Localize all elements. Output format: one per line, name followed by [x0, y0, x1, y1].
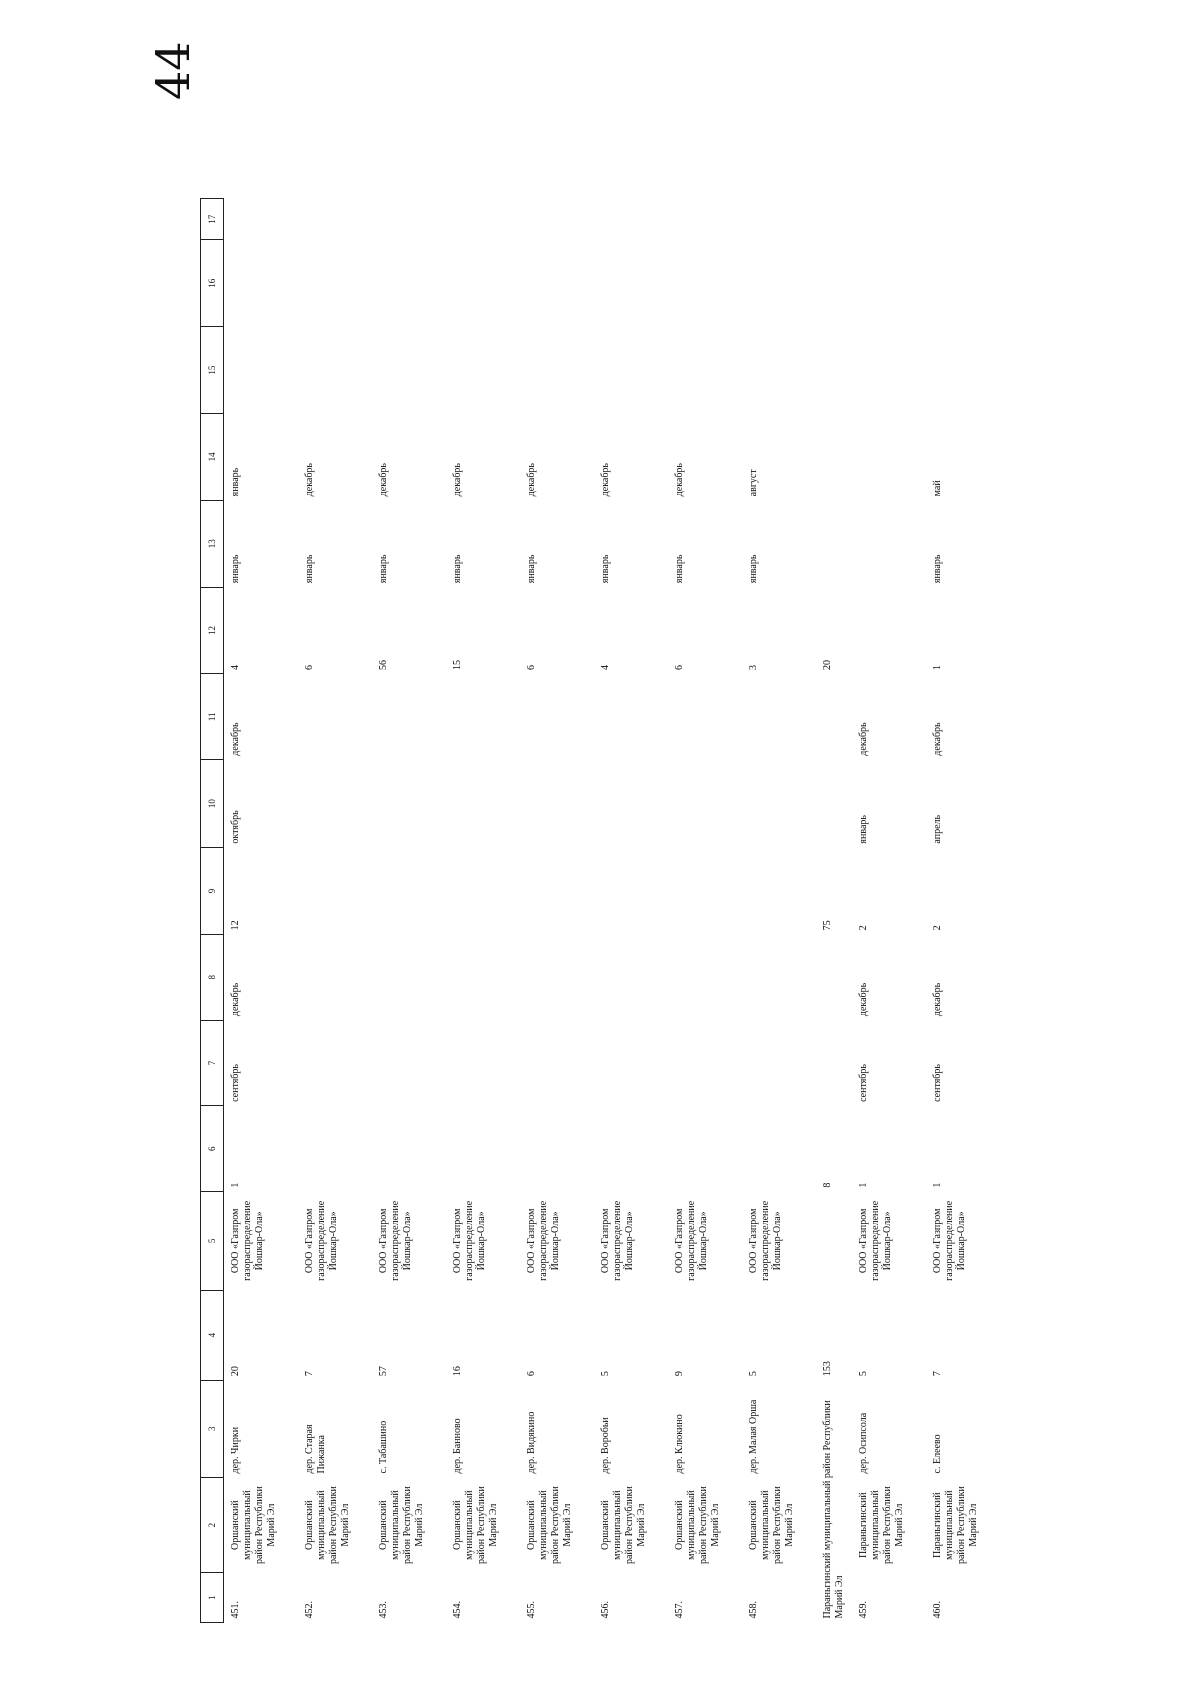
cell-c17	[668, 199, 742, 240]
cell-c13: январь	[600, 554, 611, 584]
cell-c9: 2	[858, 925, 869, 931]
cell-district: Оршанский муниципальный район Республики Марий Эл	[452, 1486, 499, 1565]
column-number: 1	[201, 1573, 224, 1623]
cell-c10: апрель	[932, 814, 943, 844]
cell-district: Оршанский муниципальный район Республики Марий Эл	[230, 1486, 277, 1565]
cell-c8: декабрь	[932, 982, 943, 1017]
cell-c4: 16	[452, 1366, 463, 1377]
cell-c13: январь	[526, 554, 537, 584]
cell-c13: январь	[748, 554, 759, 584]
column-number: 15	[201, 327, 224, 414]
cell-c10	[742, 760, 816, 848]
cell-c7	[742, 1020, 816, 1106]
cell-c11	[298, 674, 372, 760]
cell-c6	[446, 1106, 520, 1192]
table-row	[224, 199, 299, 1623]
cell-c15	[816, 327, 852, 414]
cell-c17	[926, 199, 1010, 240]
cell-c4: 57	[378, 1366, 389, 1377]
gasification-table-rotated	[200, 198, 988, 1623]
cell-district: Параньгинский муниципальный район Республики Марий Эл	[932, 1486, 979, 1565]
cell-c8	[594, 934, 668, 1020]
cell-c11	[816, 674, 852, 760]
cell-c4: 7	[304, 1371, 315, 1377]
cell-c14: декабрь	[526, 463, 537, 497]
cell-org: ООО «Газпром газораспределение Йошкар-Ола»	[932, 1200, 967, 1281]
page-number: 44	[146, 41, 200, 100]
cell-c7	[594, 1020, 668, 1106]
cell-c12: 56	[378, 659, 389, 670]
column-number: 5	[201, 1192, 224, 1290]
cell-c16	[816, 240, 852, 327]
cell-c15	[446, 327, 520, 414]
column-number: 9	[201, 848, 224, 935]
cell-settlement: дер. Старая Пижанка	[304, 1424, 327, 1474]
cell-c16	[446, 240, 520, 327]
cell-c10	[668, 760, 742, 848]
cell-c12: 4	[230, 664, 241, 670]
cell-c12: 3	[748, 664, 759, 670]
cell-settlement: дер. Чирки	[230, 1426, 241, 1474]
cell-c16	[852, 240, 926, 327]
cell-c13: январь	[932, 554, 943, 584]
cell-org	[816, 1192, 852, 1290]
cell-settlement: дер. Малая Орша	[748, 1399, 759, 1474]
cell-c14: август	[748, 469, 759, 497]
cell-c7: сентябрь	[932, 1064, 943, 1102]
cell-num: 459.	[858, 1601, 869, 1619]
cell-c7	[372, 1020, 446, 1106]
column-number: 17	[201, 199, 224, 240]
cell-c11: декабрь	[230, 722, 241, 756]
cell-c9	[668, 848, 742, 935]
cell-c9	[372, 848, 446, 935]
cell-c7	[446, 1020, 520, 1106]
cell-c14	[816, 414, 852, 501]
cell-c8: декабрь	[858, 982, 869, 1017]
cell-c14: январь	[230, 467, 241, 497]
cell-c16	[668, 240, 742, 327]
cell-c11	[446, 674, 520, 760]
column-number: 16	[201, 240, 224, 327]
cell-c11: декабрь	[932, 722, 943, 756]
table-row	[446, 199, 520, 1623]
subtotal-label: Параньгинский муниципальный район Республики Марий Эл	[822, 1400, 845, 1619]
cell-num: 453.	[378, 1601, 389, 1619]
cell-org: ООО «Газпром газораспределение Йошкар-Ола»	[600, 1200, 635, 1281]
cell-num: 457.	[674, 1601, 685, 1619]
cell-c4: 5	[858, 1371, 869, 1377]
cell-c6: 1	[230, 1182, 241, 1188]
cell-c14: декабрь	[674, 463, 685, 497]
cell-c6	[742, 1106, 816, 1192]
cell-num: 455.	[526, 1601, 537, 1619]
cell-org: ООО «Газпром газораспределение Йошкар-Ола»	[748, 1200, 783, 1281]
cell-c11	[742, 674, 816, 760]
cell-c4: 153	[822, 1361, 833, 1377]
cell-district: Оршанский муниципальный район Республики Марий Эл	[674, 1486, 721, 1565]
cell-org: ООО «Газпром газораспределение Йошкар-Ола»	[526, 1200, 561, 1281]
cell-c10: январь	[858, 815, 869, 844]
cell-settlement: дер. Банново	[452, 1418, 463, 1474]
cell-c8	[742, 934, 816, 1020]
cell-c9	[298, 848, 372, 935]
cell-org: ООО «Газпром газораспределение Йошкар-Ола»	[452, 1200, 487, 1281]
column-number: 12	[201, 587, 224, 674]
cell-settlement: с. Табашино	[378, 1420, 389, 1474]
cell-c13: январь	[230, 554, 241, 584]
cell-c9	[446, 848, 520, 935]
cell-c14: декабрь	[378, 463, 389, 497]
cell-c14: декабрь	[600, 463, 611, 497]
cell-c17	[520, 199, 594, 240]
cell-org: ООО «Газпром газораспределение Йошкар-Ола»	[674, 1200, 709, 1281]
table-row	[742, 199, 816, 1623]
cell-c10: октябрь	[230, 810, 241, 844]
cell-c10	[594, 760, 668, 848]
cell-c16	[298, 240, 372, 327]
cell-c15	[224, 327, 299, 414]
cell-c13: январь	[304, 554, 315, 584]
column-number: 10	[201, 760, 224, 848]
cell-num: 452.	[304, 1601, 315, 1619]
cell-num: 451.	[230, 1601, 241, 1619]
cell-settlement: дер. Видякино	[526, 1411, 537, 1474]
cell-c14: декабрь	[304, 463, 315, 497]
cell-c10	[372, 760, 446, 848]
cell-org: ООО «Газпром газораспределение Йошкар-Ола»	[378, 1200, 413, 1281]
cell-c11	[668, 674, 742, 760]
cell-c15	[372, 327, 446, 414]
cell-c12: 6	[526, 664, 537, 670]
cell-c4: 5	[748, 1371, 759, 1377]
column-number: 2	[201, 1477, 224, 1572]
cell-c6: 1	[932, 1182, 943, 1188]
cell-settlement: дер. Воробьи	[600, 1417, 611, 1474]
cell-c10	[520, 760, 594, 848]
cell-c7	[520, 1020, 594, 1106]
cell-c6	[594, 1106, 668, 1192]
cell-c15	[926, 327, 1010, 414]
cell-c17	[224, 199, 299, 240]
cell-c12: 6	[304, 664, 315, 670]
cell-c6: 8	[822, 1182, 833, 1188]
cell-c12: 15	[452, 659, 463, 670]
cell-c4: 20	[230, 1366, 241, 1377]
cell-c4: 9	[674, 1371, 685, 1377]
cell-settlement: с. Елеево	[932, 1434, 943, 1474]
cell-c16	[372, 240, 446, 327]
cell-c13: январь	[674, 554, 685, 584]
cell-c10	[298, 760, 372, 848]
cell-c4: 7	[932, 1371, 943, 1377]
column-number: 8	[201, 934, 224, 1020]
cell-c12: 20	[822, 659, 833, 670]
cell-c4: 5	[600, 1371, 611, 1377]
cell-district: Параньгинский муниципальный район Республики Марий Эл	[858, 1486, 905, 1565]
cell-district: Оршанский муниципальный район Республики Марий Эл	[526, 1486, 573, 1565]
cell-district: Оршанский муниципальный район Республики Марий Эл	[748, 1486, 795, 1565]
cell-c12: 6	[674, 664, 685, 670]
column-number-row	[201, 199, 224, 1623]
cell-c16	[224, 240, 299, 327]
cell-c7: сентябрь	[230, 1064, 241, 1102]
cell-c15	[852, 327, 926, 414]
cell-c8	[298, 934, 372, 1020]
cell-c10	[446, 760, 520, 848]
table-row	[852, 199, 926, 1623]
cell-c8	[520, 934, 594, 1020]
cell-c11	[520, 674, 594, 760]
cell-c9: 2	[932, 925, 943, 931]
cell-c11	[594, 674, 668, 760]
cell-c8	[816, 934, 852, 1020]
cell-settlement: дер. Клюкино	[674, 1414, 685, 1474]
cell-c6	[668, 1106, 742, 1192]
column-number: 7	[201, 1020, 224, 1106]
cell-c17	[816, 199, 852, 240]
column-number: 4	[201, 1290, 224, 1380]
column-number: 13	[201, 500, 224, 587]
cell-c16	[742, 240, 816, 327]
cell-c8: декабрь	[230, 982, 241, 1017]
cell-c9	[594, 848, 668, 935]
table-row	[520, 199, 594, 1623]
cell-c16	[594, 240, 668, 327]
cell-c13	[816, 500, 852, 587]
table-row	[668, 199, 742, 1623]
cell-c17	[298, 199, 372, 240]
cell-num: 456.	[600, 1601, 611, 1619]
cell-c9	[520, 848, 594, 935]
cell-num: 458.	[748, 1601, 759, 1619]
cell-c6	[298, 1106, 372, 1192]
cell-c17	[742, 199, 816, 240]
cell-c16	[520, 240, 594, 327]
cell-c11	[372, 674, 446, 760]
cell-c8	[372, 934, 446, 1020]
cell-c13: январь	[452, 554, 463, 584]
column-number: 6	[201, 1106, 224, 1192]
cell-settlement: дер. Осипсола	[858, 1412, 869, 1474]
cell-c17	[852, 199, 926, 240]
cell-c12: 4	[600, 664, 611, 670]
cell-c6	[520, 1106, 594, 1192]
cell-c6: 1	[858, 1182, 869, 1188]
cell-org: ООО «Газпром газораспределение Йошкар-Ола»	[304, 1200, 339, 1281]
cell-c13	[852, 500, 926, 587]
cell-c14: май	[932, 480, 943, 497]
cell-c17	[446, 199, 520, 240]
cell-c15	[594, 327, 668, 414]
cell-c8	[668, 934, 742, 1020]
table-row	[926, 199, 1010, 1623]
cell-c9: 75	[822, 920, 833, 931]
column-number: 3	[201, 1380, 224, 1477]
cell-c17	[372, 199, 446, 240]
cell-district: Оршанский муниципальный район Республики Марий Эл	[304, 1486, 351, 1565]
column-number: 14	[201, 414, 224, 501]
cell-org: ООО «Газпром газораспределение Йошкар-Ола»	[858, 1200, 893, 1281]
cell-c10	[816, 760, 852, 848]
cell-c15	[520, 327, 594, 414]
cell-num: 460.	[932, 1601, 943, 1619]
cell-district: Оршанский муниципальный район Республики Марий Эл	[378, 1486, 425, 1565]
cell-c4: 6	[526, 1371, 537, 1377]
table-row	[298, 199, 372, 1623]
table-row	[594, 199, 668, 1623]
cell-c15	[668, 327, 742, 414]
cell-c13: январь	[378, 554, 389, 584]
cell-c12: 1	[932, 664, 943, 670]
cell-c7	[668, 1020, 742, 1106]
cell-c9: 12	[230, 920, 241, 931]
cell-c11: декабрь	[858, 722, 869, 756]
cell-c15	[298, 327, 372, 414]
cell-c8	[446, 934, 520, 1020]
cell-c12	[852, 587, 926, 674]
cell-c14: декабрь	[452, 463, 463, 497]
gasification-table	[200, 198, 1010, 1623]
table-row	[372, 199, 446, 1623]
cell-c15	[742, 327, 816, 414]
cell-c9	[742, 848, 816, 935]
subtotal-row	[816, 199, 852, 1623]
cell-org: ООО «Газпром газораспределение Йошкар-Ола»	[230, 1200, 265, 1281]
cell-c16	[926, 240, 1010, 327]
cell-num: 454.	[452, 1601, 463, 1619]
cell-c17	[594, 199, 668, 240]
cell-district: Оршанский муниципальный район Республики Марий Эл	[600, 1486, 647, 1565]
column-number: 11	[201, 674, 224, 760]
cell-c6	[372, 1106, 446, 1192]
cell-c14	[852, 414, 926, 501]
cell-c7	[298, 1020, 372, 1106]
cell-c7	[816, 1020, 852, 1106]
cell-c7: сентябрь	[858, 1064, 869, 1102]
